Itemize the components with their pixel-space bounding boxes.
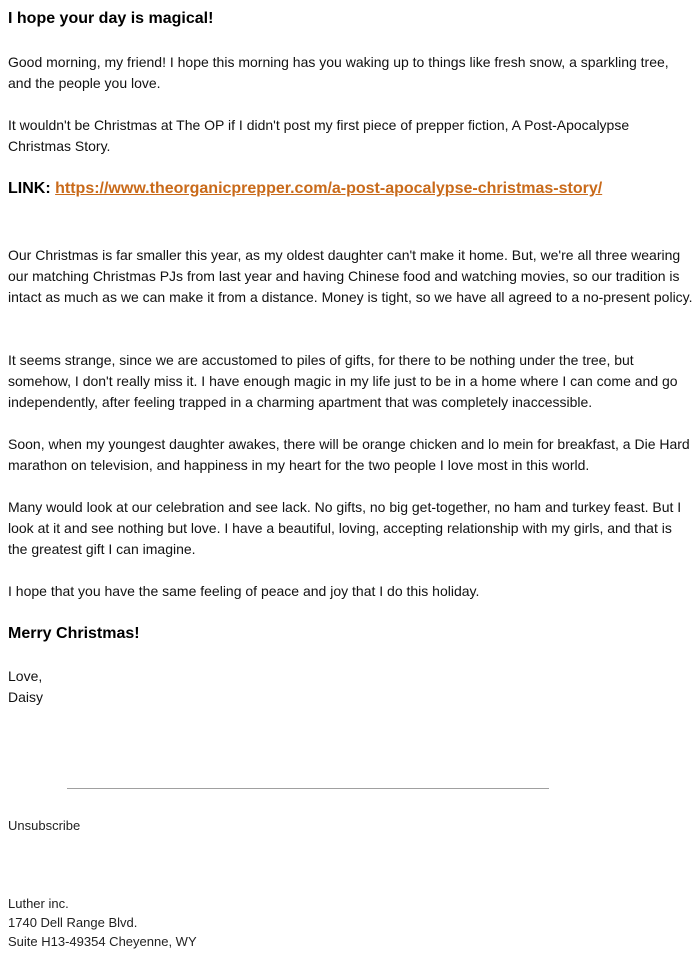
paragraph-no-gifts: It seems strange, since we are accustomed to piles of gifts, for there to be nothing under the tree, but somehow, I don't really miss it. I have enough magic in my life just to be in a home where I can come and go independently, after feeling trapped in a charming apartment that was completely inaccessible. — [8, 352, 678, 410]
signature-block — [8, 666, 43, 708]
paragraph-greeting: Good morning, my friend! I hope this morning has you waking up to things like fresh snow, a sparkling tree, and the people you love. — [8, 54, 669, 91]
signoff: Love, — [8, 668, 43, 684]
paragraph-christmas-plans: Our Christmas is far smaller this year, as my oldest daughter can't make it home. But, we're all three wearing our matching Christmas PJs from last year and having Chinese food and watching movies, so our tradition is intact as much as we can make it from a distance. Money is tight, so we have all agreed to a no-present policy. — [8, 247, 693, 305]
closing-heading: Merry Christmas! — [8, 625, 140, 642]
footer-divider — [67, 788, 549, 789]
address-line-1: 1740 Dell Range Blvd. — [8, 915, 138, 930]
company-name: Luther inc. — [8, 896, 69, 911]
footer-address — [8, 894, 197, 951]
paragraph-intro: It wouldn't be Christmas at The OP if I didn't post my first piece of prepper fiction, A Post-Apocalypse Christmas Story. — [8, 117, 630, 154]
signature-name: Daisy — [8, 689, 44, 705]
paragraph-peace: I hope that you have the same feeling of peace and joy that I do this holiday. — [8, 583, 480, 599]
email-title: I hope your day is magical! — [8, 10, 214, 27]
story-link[interactable]: https://www.theorganicprepper.com/a-post-apocalypse-christmas-story/ — [55, 180, 603, 197]
link-label: LINK: — [8, 180, 51, 197]
link-line — [8, 178, 694, 200]
paragraph-breakfast: Soon, when my youngest daughter awakes, there will be orange chicken and lo mein for breakfast, a Die Hard marathon on television, and happiness in my heart for the two people I love most in this world. — [8, 436, 690, 473]
address-line-2: Suite H13-49354 Cheyenne, WY — [8, 934, 197, 949]
paragraph-love: Many would look at our celebration and see lack. No gifts, no big get-together, no ham and turkey feast. But I look at it and see nothing but love. I have a beautiful, loving, accepting relationship with my girls, and that is the greatest gift I can imagine. — [8, 499, 682, 557]
unsubscribe-link[interactable]: Unsubscribe — [8, 818, 81, 833]
